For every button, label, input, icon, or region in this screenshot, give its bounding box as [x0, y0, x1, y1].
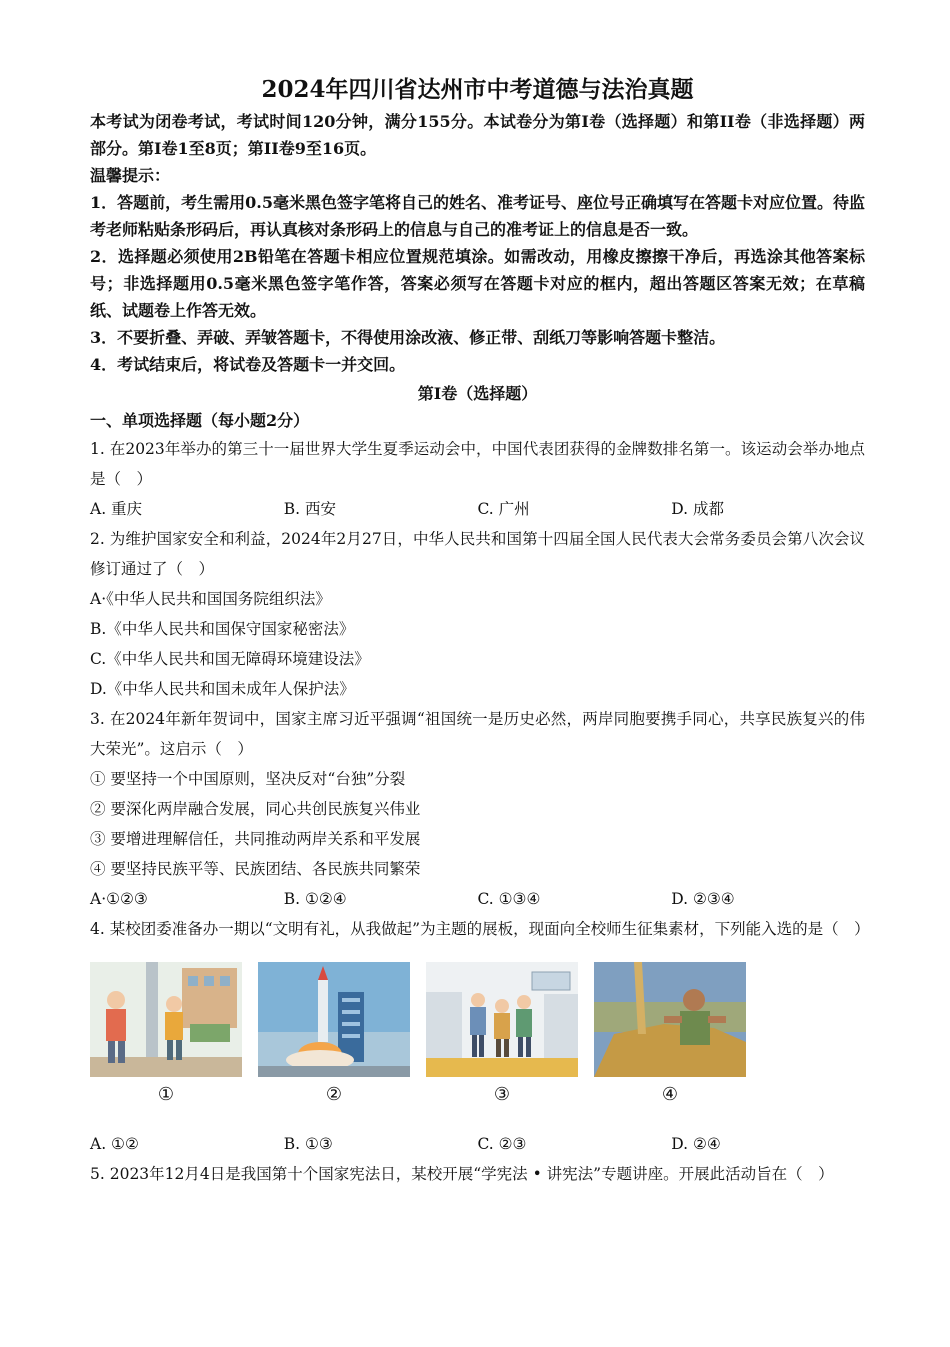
- tip-2: 2．选择题必须使用2B铅笔在答题卡相应位置规范填涂。如需改动，用橡皮擦擦干净后，再选涂其他答案标号；非选择题用0.5毫米黑色签字笔作答，答案必须写在答题卡对应的框内，超出答题区答案无效；在草稿纸、试题卷上作答无效。: [90, 247, 865, 320]
- q2-option-a: A·《中华人民共和国国务院组织法》: [90, 590, 331, 608]
- q4-picture-1: [90, 962, 242, 1077]
- exam-page: [90, 72, 870, 1189]
- q3-statement-1: ① 要坚持一个中国原则，坚决反对“台独”分裂: [90, 770, 406, 788]
- q4-label-2: ②: [325, 1084, 343, 1105]
- q3-statement-4: ④ 要坚持民族平等、民族团结、各民族共同繁荣: [90, 860, 421, 878]
- q4-option-c: C. ②③: [477, 1135, 527, 1153]
- q2-option-b: B.《中华人民共和国保守国家秘密法》: [90, 620, 355, 638]
- rocket-launch-illustration: [258, 962, 410, 1077]
- subway-scene-illustration: [426, 962, 578, 1077]
- q3-statement-3: ③ 要增进理解信任，共同推动两岸关系和平发展: [90, 830, 421, 848]
- tip-4: 4．考试结束后，将试卷及答题卡一并交回。: [90, 355, 406, 374]
- q3-option-a: A·①②③: [90, 890, 148, 908]
- q4-image-labels: [90, 1077, 865, 1107]
- tip-1: 1．答题前，考生需用0.5毫米黑色签字笔将自己的姓名、准考证号、座位号正确填写在答题卡对应位置。待监考老师粘贴条形码后，再认真核对条形码上的信息与自己的准考证上的信息是否一致。: [90, 193, 865, 239]
- q2-option-d: D.《中华人民共和国未成年人保护法》: [90, 680, 355, 698]
- q1-option-c: C. 广州: [477, 500, 530, 518]
- q4-option-a: A. ①②: [90, 1135, 139, 1153]
- q1-option-a: A. 重庆: [90, 500, 143, 518]
- q4-picture-4: [594, 962, 746, 1077]
- part-title: 第Ⅰ卷（选择题）: [417, 384, 538, 403]
- q4-option-b: B. ①③: [283, 1135, 333, 1153]
- q4-label-3: ③: [493, 1084, 511, 1105]
- q3-stem: 3. 在2024年新年贺词中，国家主席习近平强调“祖国统一是历史必然，两岸同胞要携手同心，共享民族复兴的伟大荣光”。这启示（ ）: [90, 710, 865, 758]
- q4-stem: 4. 某校团委准备办一期以“文明有礼，从我做起”为主题的展板，现面向全校师生征集素材，下列能入选的是（ ）: [90, 920, 870, 938]
- q3-option-c: C. ①③④: [477, 890, 541, 908]
- q4-label-1: ①: [157, 1084, 175, 1105]
- q4-image-row: [90, 962, 865, 1077]
- q2-option-c: C.《中华人民共和国无障碍环境建设法》: [90, 650, 370, 668]
- q4-options: [90, 1129, 865, 1159]
- farmer-harvest-photo: [594, 962, 746, 1077]
- q4-picture-2: [258, 962, 410, 1077]
- q4-label-4: ④: [661, 1084, 679, 1105]
- q1-options: [90, 494, 865, 524]
- section-title: 一、单项选择题（每小题2分）: [90, 411, 310, 430]
- street-scene-illustration: [90, 962, 242, 1077]
- q3-option-d: D. ②③④: [671, 890, 735, 908]
- q4-picture-3: [426, 962, 578, 1077]
- exam-intro: 本考试为闭卷考试，考试时间120分钟，满分155分。本试卷分为第I卷（选择题）和第II卷（非选择题）两部分。第I卷1至8页；第II卷9至16页。: [90, 112, 865, 158]
- q4-option-d: D. ②④: [671, 1135, 721, 1153]
- q3-options: [90, 884, 865, 914]
- tip-3: 3．不要折叠、弄破、弄皱答题卡，不得使用涂改液、修正带、刮纸刀等影响答题卡整洁。: [90, 328, 726, 347]
- q2-stem: 2. 为维护国家安全和利益，2024年2月27日，中华人民共和国第十四届全国人民代表大会常务委员会第八次会议修订通过了（ ）: [90, 530, 865, 578]
- q5-stem: 5. 2023年12月4日是我国第十个国家宪法日，某校开展“学宪法 • 讲宪法”专题讲座。开展此活动旨在（ ）: [90, 1165, 834, 1183]
- q3-statement-2: ② 要深化两岸融合发展，同心共创民族复兴伟业: [90, 800, 421, 818]
- q3-option-b: B. ①②④: [283, 890, 347, 908]
- q1-option-d: D. 成都: [671, 500, 724, 518]
- tips-heading: 温馨提示：: [90, 166, 171, 185]
- q1-stem: 1. 在2023年举办的第三十一届世界大学生夏季运动会中，中国代表团获得的金牌数排名第一。该运动会举办地点是（ ）: [90, 440, 865, 488]
- exam-title: 2024年四川省达州市中考道德与法治真题: [261, 76, 694, 103]
- q1-option-b: B. 西安: [283, 500, 336, 518]
